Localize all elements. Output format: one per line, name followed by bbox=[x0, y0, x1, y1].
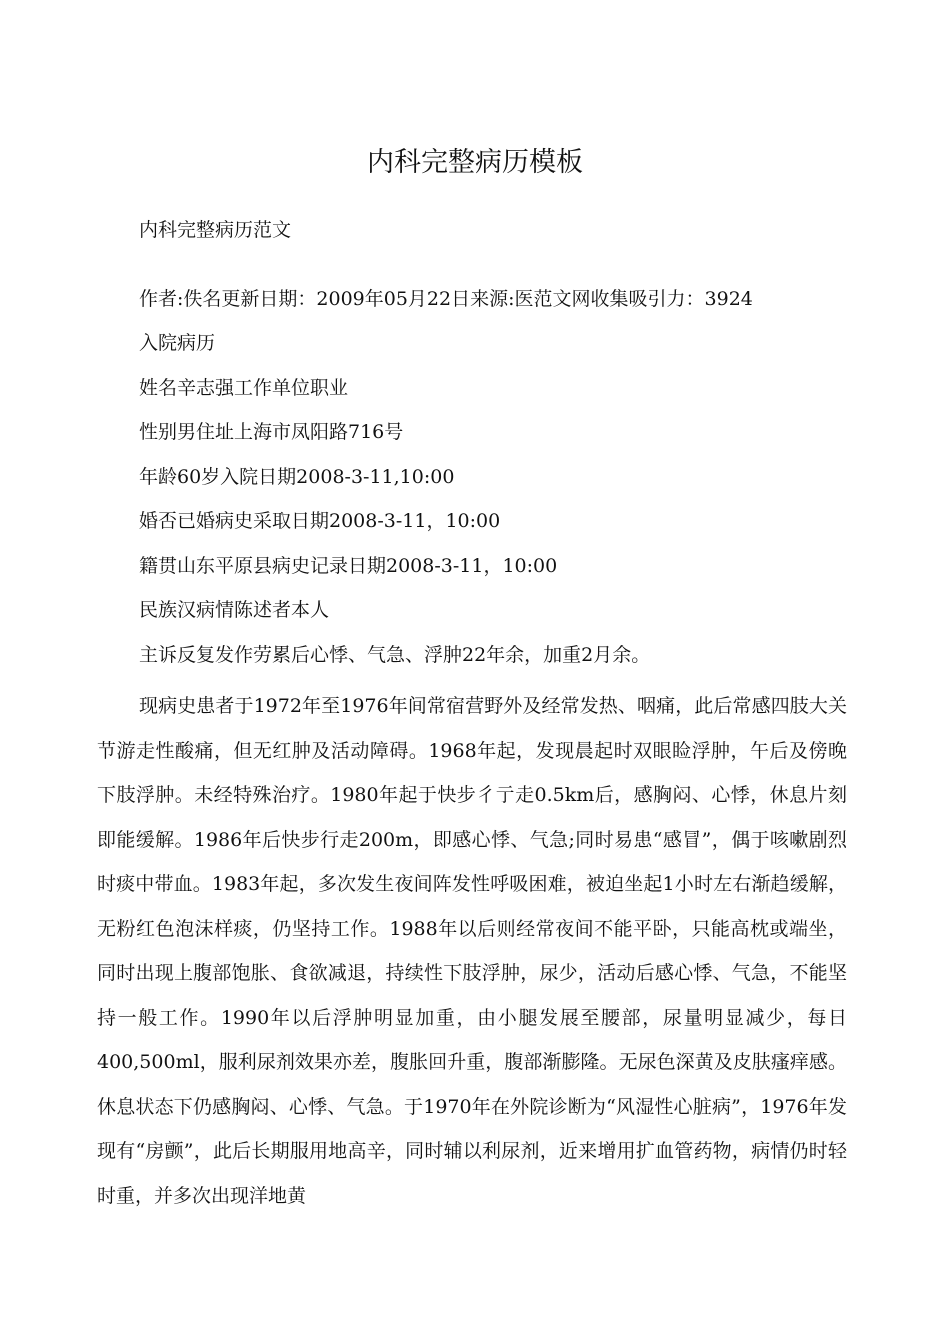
chief-complaint: 主诉反复发作劳累后心悸、气急、浮肿22年余，加重2月余。 bbox=[139, 644, 651, 666]
origin-record-date-line: 籍贯山东平原县病史记录日期2008-3-11，10:00 bbox=[139, 555, 558, 577]
marital-history-date-line: 婚否已婚病史采取日期2008-3-11，10:00 bbox=[139, 510, 501, 532]
document-title: 内科完整病历模板 bbox=[367, 147, 583, 178]
ethnicity-narrator-line: 民族汉病情陈述者本人 bbox=[139, 599, 330, 621]
present-history-paragraph: 现病史患者于1972年至1976年间常宿营野外及经常发热、咽痛，此后常感四肢大关节游走性酸痛，但无红肿及活动障碍。1968年起，发现晨起时双眼睑浮肿，午后及傍晚下肢浮肿。未经特殊治疗。1980年起于快步彳亍走0.5km后，感胸闷、心悸，休息片刻即能缓解。1986年后快步行走200m，即感心悸、气急;同时易患“感冒”，偶于咳嗽剧烈时痰中带血。1983年起，多次发生夜间阵发性呼吸困难，被迫坐起1小时左右渐趋缓解，无粉红色泡沫样痰，仍坚持工作。1988年以后则经常夜间不能平卧，只能高枕或端坐，同时出现上腹部饱胀、食欲减退，持续性下肢浮肿，尿少，活动后感心悸、气急，不能坚持一般工作。1990年以后浮肿明显加重，由小腿发展至腰部，尿量明显减少，每日400,500ml，服利尿剂效果亦差，腹胀回升重，腹部渐膨隆。无尿色深黄及皮肤瘙痒感。休息状态下仍感胸闷、心悸、气急。于1970年在外院诊断为“风湿性心脏病”，1976年发现有“房颤”，此后长期服用地高辛，同时辅以利尿剂，近来增用扩血管药物，病情仍时轻时重，并多次出现洋地黄 bbox=[97, 695, 847, 1207]
document-subtitle: 内科完整病历范文 bbox=[139, 219, 292, 241]
meta-line: 作者:佚名更新日期：2009年05月22日来源:医范文网收集吸引力：3924 bbox=[139, 288, 753, 310]
age-admission-line: 年龄60岁入院日期2008-3-11,10:00 bbox=[139, 466, 455, 488]
name-line: 姓名辛志强工作单位职业 bbox=[139, 377, 349, 399]
section-heading: 入院病历 bbox=[139, 332, 216, 354]
sex-address-line: 性别男住址上海市凤阳路716号 bbox=[139, 421, 404, 443]
